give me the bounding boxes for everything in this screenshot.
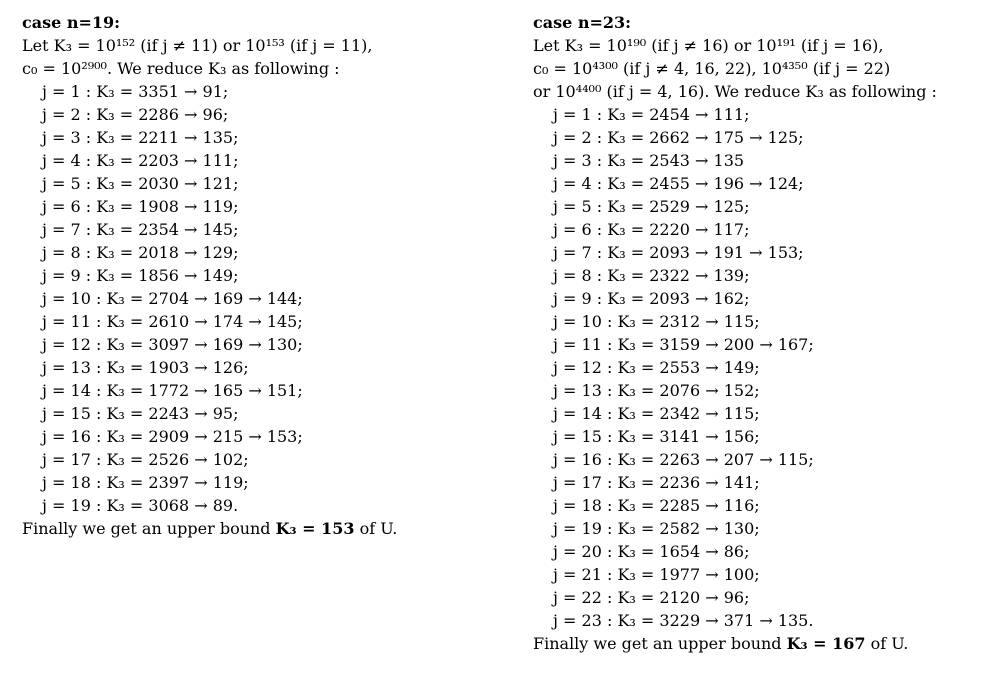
reduction-row: j = 4 : K₃ = 2203 → 111; — [42, 151, 239, 170]
reduction-row: j = 5 : K₃ = 2529 → 125; — [553, 197, 750, 216]
reduction-row: j = 10 : K₃ = 2312 → 115; — [553, 312, 760, 331]
reduction-row: j = 13 : K₃ = 1903 → 126; — [42, 358, 249, 377]
reduction-row: j = 13 : K₃ = 2076 → 152; — [553, 381, 760, 400]
reduction-row: j = 6 : K₃ = 1908 → 119; — [42, 197, 239, 216]
reduction-row: j = 22 : K₃ = 2120 → 96; — [553, 588, 750, 607]
upper-bound-value: K₃ = 153 — [275, 519, 355, 538]
reduction-row: j = 11 : K₃ = 3159 → 200 → 167; — [553, 335, 814, 354]
upper-bound-value: K₃ = 167 — [786, 634, 866, 653]
reduction-row: j = 7 : K₃ = 2093 → 191 → 153; — [553, 243, 804, 262]
reduction-row: j = 6 : K₃ = 2220 → 117; — [553, 220, 750, 239]
intro-line: Let K₃ = 10¹⁵² (if j ≠ 11) or 10¹⁵³ (if j = 11), — [22, 36, 373, 55]
reduction-row: j = 17 : K₃ = 2526 → 102; — [42, 450, 249, 469]
reduction-row: j = 9 : K₃ = 1856 → 149; — [42, 266, 239, 285]
reduction-row: j = 20 : K₃ = 1654 → 86; — [553, 542, 750, 561]
reduction-row: j = 16 : K₃ = 2909 → 215 → 153; — [42, 427, 303, 446]
reduction-row: j = 5 : K₃ = 2030 → 121; — [42, 174, 239, 193]
intro-line: Let K₃ = 10¹⁹⁰ (if j ≠ 16) or 10¹⁹¹ (if j = 16), — [533, 36, 884, 55]
reduction-row: j = 10 : K₃ = 2704 → 169 → 144; — [42, 289, 303, 308]
case-title: case n=23: — [533, 13, 632, 32]
intro-line: c₀ = 10²⁹⁰⁰. We reduce K₃ as following : — [22, 59, 340, 78]
reduction-row: j = 3 : K₃ = 2211 → 135; — [42, 128, 239, 147]
reduction-row: j = 15 : K₃ = 2243 → 95; — [42, 404, 239, 423]
case-title: case n=19: — [22, 13, 121, 32]
reduction-row: j = 17 : K₃ = 2236 → 141; — [553, 473, 760, 492]
reduction-row: j = 9 : K₃ = 2093 → 162; — [553, 289, 750, 308]
conclusion-line — [533, 632, 983, 655]
reduction-row: j = 1 : K₃ = 3351 → 91; — [42, 82, 229, 101]
reduction-row: j = 3 : K₃ = 2543 → 135 — [553, 151, 745, 170]
reduction-row: j = 15 : K₃ = 3141 → 156; — [553, 427, 760, 446]
reduction-row: j = 4 : K₃ = 2455 → 196 → 124; — [553, 174, 804, 193]
reduction-row: j = 14 : K₃ = 1772 → 165 → 151; — [42, 381, 303, 400]
reduction-row: j = 23 : K₃ = 3229 → 371 → 135. — [553, 611, 814, 630]
reduction-row: j = 18 : K₃ = 2397 → 119; — [42, 473, 249, 492]
reduction-row: j = 7 : K₃ = 2354 → 145; — [42, 220, 239, 239]
intro-line: c₀ = 10⁴³⁰⁰ (if j ≠ 4, 16, 22), 10⁴³⁵⁰ (if j = 22) — [533, 59, 891, 78]
reduction-row: j = 2 : K₃ = 2662 → 175 → 125; — [553, 128, 804, 147]
reduction-row: j = 8 : K₃ = 2322 → 139; — [553, 266, 750, 285]
reduction-row: j = 16 : K₃ = 2263 → 207 → 115; — [553, 450, 814, 469]
reduction-row: j = 11 : K₃ = 2610 → 174 → 145; — [42, 312, 303, 331]
reduction-row: j = 8 : K₃ = 2018 → 129; — [42, 243, 239, 262]
reduction-row: j = 19 : K₃ = 2582 → 130; — [553, 519, 760, 538]
reduction-row: j = 12 : K₃ = 3097 → 169 → 130; — [42, 335, 303, 354]
conclusion-suffix: of U. — [865, 634, 909, 653]
column-case-n19 — [22, 11, 492, 540]
reduction-row: j = 18 : K₃ = 2285 → 116; — [553, 496, 760, 515]
reduction-row: j = 12 : K₃ = 2553 → 149; — [553, 358, 760, 377]
reduction-row: j = 2 : K₃ = 2286 → 96; — [42, 105, 229, 124]
conclusion-suffix: of U. — [354, 519, 398, 538]
reduction-row: j = 19 : K₃ = 3068 → 89. — [42, 496, 239, 515]
conclusion-line — [22, 517, 492, 540]
reduction-list — [22, 80, 492, 517]
reduction-list — [533, 103, 983, 632]
conclusion-prefix: Finally we get an upper bound — [22, 519, 276, 538]
reduction-row: j = 21 : K₃ = 1977 → 100; — [553, 565, 760, 584]
intro-line: or 10⁴⁴⁰⁰ (if j = 4, 16). We reduce K₃ as following : — [533, 82, 937, 101]
conclusion-prefix: Finally we get an upper bound — [533, 634, 787, 653]
column-case-n23 — [533, 11, 983, 655]
reduction-row: j = 14 : K₃ = 2342 → 115; — [553, 404, 760, 423]
reduction-row: j = 1 : K₃ = 2454 → 111; — [553, 105, 750, 124]
